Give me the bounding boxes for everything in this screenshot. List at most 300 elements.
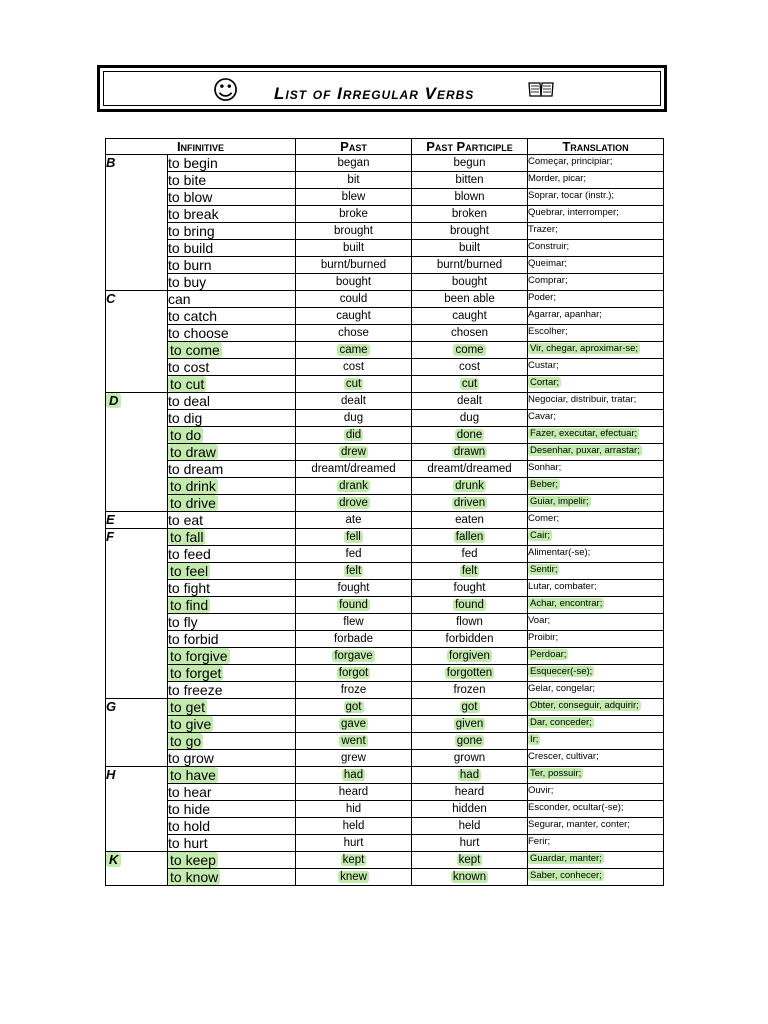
translation-cell bbox=[528, 682, 664, 699]
past-participle-cell-text: flown bbox=[456, 616, 483, 629]
translation-cell-text: Guardar, manter; bbox=[530, 853, 602, 865]
past-participle-cell bbox=[412, 291, 528, 308]
translation-cell bbox=[528, 767, 664, 784]
past-cell bbox=[296, 325, 412, 342]
infinitive-cell-text: to drive bbox=[170, 495, 216, 512]
past-cell-text: fed bbox=[345, 548, 362, 561]
past-cell-text: did bbox=[345, 429, 362, 442]
infinitive-cell bbox=[168, 206, 296, 223]
translation-cell bbox=[528, 444, 664, 461]
table-row bbox=[106, 206, 664, 223]
infinitive-cell-text: to do bbox=[170, 427, 202, 444]
translation-cell bbox=[528, 223, 664, 240]
past-cell-text: kept bbox=[342, 854, 365, 867]
past-participle-cell bbox=[412, 240, 528, 257]
infinitive-cell bbox=[168, 682, 296, 699]
past-cell bbox=[296, 529, 412, 546]
infinitive-cell-text: to forbid bbox=[168, 631, 219, 648]
table-row bbox=[106, 308, 664, 325]
translation-cell-text: Vir, chegar, aproximar-se; bbox=[530, 343, 639, 355]
past-participle-cell-text: dealt bbox=[457, 395, 482, 408]
table-row bbox=[106, 546, 664, 563]
table-row bbox=[106, 461, 664, 478]
past-cell-text: bit bbox=[347, 174, 360, 187]
infinitive-cell-text: to have bbox=[170, 767, 216, 784]
past-participle-cell-text: driven bbox=[453, 497, 486, 510]
table-row bbox=[106, 223, 664, 240]
past-participle-cell-text: forgiven bbox=[449, 650, 490, 663]
past-participle-cell bbox=[412, 801, 528, 818]
letter-group-label: F bbox=[106, 529, 114, 545]
table-row bbox=[106, 869, 664, 886]
infinitive-cell bbox=[168, 869, 296, 886]
translation-cell bbox=[528, 325, 664, 342]
past-cell-text: drove bbox=[339, 497, 368, 510]
translation-cell bbox=[528, 478, 664, 495]
past-cell bbox=[296, 291, 412, 308]
translation-cell-text: Comer; bbox=[528, 513, 560, 525]
past-participle-cell-text: come bbox=[455, 344, 484, 357]
translation-cell bbox=[528, 410, 664, 427]
past-participle-cell-text: cost bbox=[458, 361, 481, 374]
letter-group-label: E bbox=[106, 512, 115, 528]
past-participle-cell bbox=[412, 308, 528, 325]
table-row bbox=[106, 733, 664, 750]
letter-group-cell bbox=[106, 529, 168, 699]
infinitive-cell bbox=[168, 801, 296, 818]
past-participle-cell bbox=[412, 410, 528, 427]
past-participle-cell bbox=[412, 699, 528, 716]
infinitive-cell bbox=[168, 648, 296, 665]
past-cell bbox=[296, 308, 412, 325]
letter-group-cell bbox=[106, 155, 168, 291]
translation-cell-text: Poder; bbox=[528, 292, 556, 304]
past-cell bbox=[296, 699, 412, 716]
past-cell bbox=[296, 631, 412, 648]
translation-cell-text: Alimentar(-se); bbox=[528, 547, 591, 559]
infinitive-cell bbox=[168, 665, 296, 682]
past-participle-cell-text: eaten bbox=[455, 514, 484, 527]
past-cell bbox=[296, 716, 412, 733]
past-participle-cell-text: bitten bbox=[455, 174, 484, 187]
past-cell-text: heard bbox=[338, 786, 369, 799]
past-cell-text: had bbox=[343, 769, 364, 782]
past-cell-text: fell bbox=[346, 531, 361, 544]
translation-cell-text: Ferir; bbox=[528, 836, 551, 848]
infinitive-cell-text: to come bbox=[170, 342, 220, 359]
past-participle-cell-text: drunk bbox=[455, 480, 484, 493]
past-participle-cell bbox=[412, 359, 528, 376]
header-past-participle: Past Participle bbox=[412, 139, 528, 155]
translation-cell bbox=[528, 342, 664, 359]
past-participle-cell bbox=[412, 852, 528, 869]
past-participle-cell bbox=[412, 257, 528, 274]
past-participle-cell bbox=[412, 716, 528, 733]
infinitive-cell bbox=[168, 733, 296, 750]
infinitive-cell-text: to give bbox=[170, 716, 212, 733]
past-cell-text: cost bbox=[342, 361, 365, 374]
infinitive-cell bbox=[168, 308, 296, 325]
infinitive-cell-text: can bbox=[168, 291, 191, 308]
past-cell bbox=[296, 852, 412, 869]
infinitive-cell bbox=[168, 274, 296, 291]
infinitive-cell-text: to go bbox=[170, 733, 202, 750]
past-cell bbox=[296, 733, 412, 750]
table-row bbox=[106, 818, 664, 835]
past-participle-cell bbox=[412, 733, 528, 750]
past-cell bbox=[296, 801, 412, 818]
past-cell-text: dreamt/dreamed bbox=[311, 463, 396, 476]
past-participle-cell bbox=[412, 172, 528, 189]
translation-cell-text: Trazer; bbox=[528, 224, 558, 236]
infinitive-cell bbox=[168, 614, 296, 631]
infinitive-cell bbox=[168, 835, 296, 852]
infinitive-cell-text: to fly bbox=[168, 614, 198, 631]
letter-group-cell bbox=[106, 767, 168, 852]
past-cell-text: ate bbox=[345, 514, 362, 527]
translation-cell bbox=[528, 495, 664, 512]
table-row bbox=[106, 852, 664, 869]
infinitive-cell-text: to find bbox=[170, 597, 209, 614]
infinitive-cell bbox=[168, 223, 296, 240]
infinitive-cell bbox=[168, 189, 296, 206]
translation-cell-text: Cortar; bbox=[530, 377, 560, 389]
past-cell bbox=[296, 257, 412, 274]
past-participle-cell bbox=[412, 325, 528, 342]
translation-cell-text: Desenhar, puxar, arrastar; bbox=[530, 445, 640, 457]
translation-cell bbox=[528, 580, 664, 597]
past-participle-cell-text: heard bbox=[454, 786, 485, 799]
table-row bbox=[106, 172, 664, 189]
table-row bbox=[106, 597, 664, 614]
past-participle-cell-text: got bbox=[461, 701, 478, 714]
translation-cell bbox=[528, 818, 664, 835]
table-row bbox=[106, 325, 664, 342]
past-cell-text: bought bbox=[335, 276, 372, 289]
table-row bbox=[106, 512, 664, 529]
infinitive-cell-text: to drink bbox=[170, 478, 216, 495]
table-row bbox=[106, 682, 664, 699]
past-participle-cell bbox=[412, 155, 528, 172]
table-row bbox=[106, 614, 664, 631]
infinitive-cell bbox=[168, 325, 296, 342]
translation-cell-text: Proibir; bbox=[528, 632, 559, 644]
translation-cell bbox=[528, 869, 664, 886]
translation-cell bbox=[528, 155, 664, 172]
table-row bbox=[106, 784, 664, 801]
table-row bbox=[106, 767, 664, 784]
past-participle-cell bbox=[412, 597, 528, 614]
past-cell bbox=[296, 614, 412, 631]
past-cell-text: burnt/burned bbox=[320, 259, 387, 272]
translation-cell bbox=[528, 172, 664, 189]
smiley-icon: ☺ bbox=[212, 76, 240, 106]
translation-cell bbox=[528, 597, 664, 614]
title-inner-frame bbox=[103, 71, 661, 106]
translation-cell-text: Saber, conhecer; bbox=[530, 870, 602, 882]
translation-cell-text: Guiar, impelir; bbox=[530, 496, 589, 508]
infinitive-cell bbox=[168, 444, 296, 461]
table-row bbox=[106, 716, 664, 733]
table-row bbox=[106, 274, 664, 291]
past-participle-cell bbox=[412, 546, 528, 563]
translation-cell bbox=[528, 546, 664, 563]
translation-cell bbox=[528, 716, 664, 733]
past-participle-cell-text: hidden bbox=[452, 803, 487, 816]
past-participle-cell bbox=[412, 461, 528, 478]
infinitive-cell-text: to cut bbox=[170, 376, 205, 393]
past-participle-cell bbox=[412, 648, 528, 665]
past-participle-cell bbox=[412, 189, 528, 206]
past-cell bbox=[296, 410, 412, 427]
past-participle-cell bbox=[412, 767, 528, 784]
past-cell bbox=[296, 376, 412, 393]
translation-cell bbox=[528, 512, 664, 529]
past-cell-text: began bbox=[337, 157, 370, 170]
past-cell bbox=[296, 155, 412, 172]
past-participle-cell bbox=[412, 512, 528, 529]
past-participle-cell-text: dug bbox=[459, 412, 480, 425]
past-participle-cell-text: burnt/burned bbox=[436, 259, 503, 272]
irregular-verbs-table bbox=[105, 138, 664, 886]
translation-cell bbox=[528, 376, 664, 393]
past-participle-cell-text: caught bbox=[452, 310, 487, 323]
translation-cell bbox=[528, 614, 664, 631]
table-row bbox=[106, 750, 664, 767]
past-cell bbox=[296, 240, 412, 257]
translation-cell-text: Dar, conceder; bbox=[530, 717, 592, 729]
past-participle-cell-text: hurt bbox=[459, 837, 480, 850]
infinitive-cell bbox=[168, 495, 296, 512]
infinitive-cell-text: to dig bbox=[168, 410, 203, 427]
table-row bbox=[106, 342, 664, 359]
title-box bbox=[97, 65, 667, 112]
past-cell-text: went bbox=[341, 735, 366, 748]
infinitive-cell-text: to burn bbox=[168, 257, 212, 274]
letter-group-cell bbox=[106, 393, 168, 512]
table-row bbox=[106, 580, 664, 597]
past-participle-cell-text: drawn bbox=[453, 446, 486, 459]
infinitive-cell-text: to forgive bbox=[170, 648, 228, 665]
infinitive-cell-text: to draw bbox=[170, 444, 216, 461]
past-cell bbox=[296, 342, 412, 359]
infinitive-cell bbox=[168, 410, 296, 427]
table-row bbox=[106, 563, 664, 580]
infinitive-cell bbox=[168, 512, 296, 529]
infinitive-cell bbox=[168, 784, 296, 801]
past-cell bbox=[296, 835, 412, 852]
past-participle-cell bbox=[412, 784, 528, 801]
translation-cell bbox=[528, 529, 664, 546]
infinitive-cell-text: to build bbox=[168, 240, 214, 257]
infinitive-cell-text: to know bbox=[170, 869, 219, 886]
table-row bbox=[106, 410, 664, 427]
past-cell bbox=[296, 444, 412, 461]
infinitive-cell-text: to choose bbox=[168, 325, 229, 342]
infinitive-cell-text: to begin bbox=[168, 155, 218, 172]
past-cell bbox=[296, 427, 412, 444]
letter-group-cell bbox=[106, 852, 168, 886]
past-cell bbox=[296, 767, 412, 784]
past-cell bbox=[296, 665, 412, 682]
translation-cell-text: Lutar, combater; bbox=[528, 581, 597, 593]
infinitive-cell-text: to feel bbox=[170, 563, 209, 580]
past-cell-text: found bbox=[339, 599, 368, 612]
translation-cell-text: Ir; bbox=[530, 734, 539, 746]
table-row bbox=[106, 359, 664, 376]
translation-cell bbox=[528, 835, 664, 852]
past-participle-cell bbox=[412, 478, 528, 495]
translation-cell bbox=[528, 801, 664, 818]
past-participle-cell-text: fallen bbox=[455, 531, 484, 544]
translation-cell-text: Sentir; bbox=[530, 564, 558, 576]
past-cell-text: grew bbox=[341, 752, 366, 765]
translation-cell bbox=[528, 189, 664, 206]
translation-cell-text: Voar; bbox=[528, 615, 551, 627]
past-participle-cell bbox=[412, 393, 528, 410]
past-cell-text: could bbox=[339, 293, 368, 306]
translation-cell bbox=[528, 257, 664, 274]
past-cell-text: chose bbox=[338, 327, 369, 340]
past-cell bbox=[296, 648, 412, 665]
translation-cell bbox=[528, 665, 664, 682]
past-cell-text: came bbox=[339, 344, 368, 357]
past-cell-text: held bbox=[342, 820, 365, 833]
translation-cell bbox=[528, 274, 664, 291]
infinitive-cell bbox=[168, 478, 296, 495]
past-cell bbox=[296, 546, 412, 563]
translation-cell-text: Cavar; bbox=[528, 411, 556, 423]
infinitive-cell-text: to break bbox=[168, 206, 219, 223]
past-cell-text: built bbox=[342, 242, 365, 255]
infinitive-cell-text: to dream bbox=[168, 461, 224, 478]
translation-cell-text: Crescer, cultivar; bbox=[528, 751, 599, 763]
translation-cell-text: Fazer, executar, efectuar; bbox=[530, 428, 638, 440]
past-participle-cell-text: kept bbox=[458, 854, 481, 867]
infinitive-cell bbox=[168, 376, 296, 393]
table-row bbox=[106, 529, 664, 546]
infinitive-cell-text: to hear bbox=[168, 784, 212, 801]
infinitive-cell bbox=[168, 750, 296, 767]
past-cell bbox=[296, 818, 412, 835]
translation-cell-text: Queimar; bbox=[528, 258, 568, 270]
table-row bbox=[106, 444, 664, 461]
infinitive-cell bbox=[168, 563, 296, 580]
infinitive-cell bbox=[168, 342, 296, 359]
table-row bbox=[106, 240, 664, 257]
infinitive-cell-text: to bite bbox=[168, 172, 207, 189]
translation-cell-text: Agarrar, apanhar; bbox=[528, 309, 602, 321]
translation-cell-text: Custar; bbox=[528, 360, 559, 372]
past-cell-text: hurt bbox=[343, 837, 364, 850]
translation-cell-text: Escolher; bbox=[528, 326, 568, 338]
letter-group-label: C bbox=[106, 291, 116, 307]
past-participle-cell-text: bought bbox=[451, 276, 488, 289]
infinitive-cell bbox=[168, 852, 296, 869]
past-participle-cell bbox=[412, 580, 528, 597]
table-row bbox=[106, 631, 664, 648]
translation-cell bbox=[528, 733, 664, 750]
page-title: List of Irregular Verbs bbox=[274, 84, 475, 103]
past-cell bbox=[296, 563, 412, 580]
past-cell-text: drew bbox=[341, 446, 366, 459]
translation-cell-text: Esquecer(-se); bbox=[530, 666, 593, 678]
infinitive-cell-text: to hold bbox=[168, 818, 211, 835]
infinitive-cell-text: to freeze bbox=[168, 682, 223, 699]
translation-cell bbox=[528, 393, 664, 410]
infinitive-cell-text: to catch bbox=[168, 308, 218, 325]
past-cell bbox=[296, 189, 412, 206]
translation-cell-text: Beber; bbox=[530, 479, 558, 491]
letter-group-label: H bbox=[106, 767, 116, 783]
past-participle-cell-text: forbidden bbox=[445, 633, 494, 646]
past-participle-cell bbox=[412, 869, 528, 886]
past-cell-text: broke bbox=[339, 208, 368, 221]
table-row bbox=[106, 189, 664, 206]
translation-cell bbox=[528, 206, 664, 223]
infinitive-cell bbox=[168, 240, 296, 257]
past-participle-cell-text: cut bbox=[461, 378, 478, 391]
past-participle-cell bbox=[412, 274, 528, 291]
infinitive-cell bbox=[168, 291, 296, 308]
infinitive-cell-text: to eat bbox=[168, 512, 204, 529]
infinitive-cell bbox=[168, 631, 296, 648]
past-participle-cell-text: gone bbox=[456, 735, 483, 748]
past-participle-cell-text: broken bbox=[451, 208, 488, 221]
table-row bbox=[106, 478, 664, 495]
table-row bbox=[106, 291, 664, 308]
letter-group-cell bbox=[106, 291, 168, 393]
past-participle-cell bbox=[412, 818, 528, 835]
past-cell bbox=[296, 682, 412, 699]
past-participle-cell-text: blown bbox=[454, 191, 485, 204]
infinitive-cell-text: to fight bbox=[168, 580, 211, 597]
translation-cell-text: Quebrar, interromper; bbox=[528, 207, 619, 219]
infinitive-cell-text: to buy bbox=[168, 274, 207, 291]
past-cell bbox=[296, 393, 412, 410]
table-row bbox=[106, 495, 664, 512]
past-participle-cell-text: found bbox=[455, 599, 484, 612]
infinitive-cell-text: to forget bbox=[170, 665, 222, 682]
infinitive-cell bbox=[168, 699, 296, 716]
table-row bbox=[106, 665, 664, 682]
table-body bbox=[106, 155, 664, 886]
infinitive-cell-text: to keep bbox=[170, 852, 216, 869]
past-cell-text: hid bbox=[345, 803, 362, 816]
infinitive-cell bbox=[168, 716, 296, 733]
translation-cell-text: Esconder, ocultar(-se); bbox=[528, 802, 624, 814]
past-cell bbox=[296, 750, 412, 767]
header-infinitive: Infinitive bbox=[106, 139, 296, 155]
past-participle-cell bbox=[412, 206, 528, 223]
past-cell bbox=[296, 206, 412, 223]
past-participle-cell bbox=[412, 682, 528, 699]
translation-cell bbox=[528, 359, 664, 376]
infinitive-cell-text: to fall bbox=[170, 529, 204, 546]
past-cell-text: forbade bbox=[333, 633, 373, 646]
past-cell-text: knew bbox=[340, 871, 367, 884]
infinitive-cell-text: to hide bbox=[168, 801, 211, 818]
past-participle-cell-text: given bbox=[455, 718, 484, 731]
past-participle-cell-text: held bbox=[458, 820, 481, 833]
table-row bbox=[106, 155, 664, 172]
infinitive-cell bbox=[168, 546, 296, 563]
translation-cell bbox=[528, 563, 664, 580]
header-past: Past bbox=[296, 139, 412, 155]
past-cell-text: dug bbox=[343, 412, 364, 425]
translation-cell bbox=[528, 427, 664, 444]
past-participle-cell-text: chosen bbox=[450, 327, 489, 340]
